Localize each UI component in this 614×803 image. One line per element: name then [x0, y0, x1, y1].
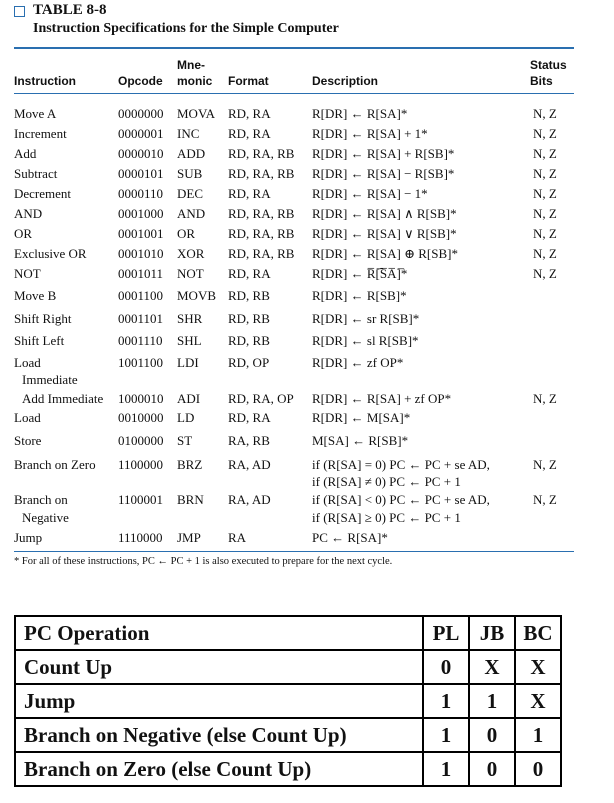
jb-cell: 0 [469, 718, 515, 752]
format-cell: RD, RA, RB [228, 206, 295, 221]
format-cell: RD, RA, RB [228, 226, 295, 241]
table-row [15, 684, 561, 718]
bc-cell: X [515, 684, 561, 718]
opcode-cell: 0001010 [118, 246, 164, 261]
table-caption: Instruction Specifications for the Simple Computer [33, 21, 339, 36]
status-cell: N, Z [533, 206, 557, 221]
description-cell: M[SA] ← R[SB]* [312, 433, 409, 448]
header-rule [14, 93, 574, 94]
mnemonic-cell: BRN [177, 492, 204, 507]
description-cell: R[DR] ← zf OP* [312, 355, 404, 370]
format-cell: RA, RB [228, 433, 270, 448]
format-cell: RD, RA, RB [228, 146, 295, 161]
instruction-cell-continued: Negative [22, 510, 69, 525]
description-cell: R[DR] ← R̅[̅S̅A̅]̅* [312, 266, 408, 281]
pc-header-jb: JB [469, 616, 515, 650]
col-format: Format [228, 74, 269, 88]
format-cell: RD, RB [228, 333, 270, 348]
pc-operation-cell: Count Up [15, 650, 423, 684]
format-cell: RD, RA, RB [228, 166, 295, 181]
status-cell: N, Z [533, 106, 557, 121]
mnemonic-cell: INC [177, 126, 200, 141]
pc-header-operation: PC Operation [15, 616, 423, 650]
mnemonic-cell: AND [177, 206, 206, 221]
opcode-cell: 0100000 [118, 433, 164, 448]
opcode-cell: 0001110 [118, 333, 163, 348]
description-cell: PC ← R[SA]* [312, 530, 388, 545]
pl-cell: 1 [423, 718, 469, 752]
mnemonic-cell: SUB [177, 166, 203, 181]
description-cell: R[DR] ← R[SA] ∧ R[SB]* [312, 206, 457, 221]
jb-cell: X [469, 650, 515, 684]
mnemonic-cell: SHL [177, 333, 202, 348]
format-cell: RD, RA [228, 186, 271, 201]
status-cell: N, Z [533, 246, 557, 261]
table-label: TABLE 8-8 [33, 2, 107, 18]
description-cell: R[DR] ← R[SB]* [312, 288, 407, 303]
opcode-cell: 1100000 [118, 457, 164, 472]
instruction-cell: Increment [14, 126, 67, 141]
mnemonic-cell: LD [177, 410, 195, 425]
mnemonic-cell: NOT [177, 266, 204, 281]
status-cell: N, Z [533, 266, 557, 281]
instruction-cell: Shift Right [14, 311, 72, 326]
pc-operation-cell: Jump [15, 684, 423, 718]
description-cell: R[DR] ← R[SA] ⊕ R[SB]* [312, 246, 458, 261]
pl-cell: 1 [423, 752, 469, 786]
table-row [15, 718, 561, 752]
mnemonic-cell: DEC [177, 186, 203, 201]
description-cell: if (R[SA] = 0) PC ← PC + se AD, [312, 457, 490, 472]
description-cell: R[DR] ← R[SA] ∨ R[SB]* [312, 226, 457, 241]
col-opcode: Opcode [118, 74, 163, 88]
instruction-cell: Move B [14, 288, 57, 303]
bc-cell: 0 [515, 752, 561, 786]
instruction-cell: Load [14, 355, 41, 370]
status-cell: N, Z [533, 492, 557, 507]
bc-cell: X [515, 650, 561, 684]
status-cell: N, Z [533, 226, 557, 241]
description-cell: R[DR] ← R[SA] + 1* [312, 126, 428, 141]
mnemonic-cell: ADD [177, 146, 206, 161]
instruction-cell: Store [14, 433, 42, 448]
opcode-cell: 0000010 [118, 146, 164, 161]
opcode-cell: 0000110 [118, 186, 164, 201]
format-cell: RD, RA [228, 410, 271, 425]
opcode-cell: 1110000 [118, 530, 163, 545]
table-marker-icon [14, 6, 25, 17]
pl-cell: 1 [423, 684, 469, 718]
instruction-cell: Branch on [14, 492, 68, 507]
description-cell: R[DR] ← sr R[SB]* [312, 311, 420, 326]
bc-cell: 1 [515, 718, 561, 752]
format-cell: RD, RA, RB [228, 246, 295, 261]
mnemonic-cell: MOVA [177, 106, 216, 121]
col-instruction: Instruction [14, 74, 76, 88]
mnemonic-cell: OR [177, 226, 196, 241]
pc-header-bc: BC [515, 616, 561, 650]
opcode-cell: 0001011 [118, 266, 164, 281]
pc-operation-cell: Branch on Zero (else Count Up) [15, 752, 423, 786]
description-cell: R[DR] ← M[SA]* [312, 410, 411, 425]
format-cell: RD, RA, OP [228, 391, 294, 406]
instruction-cell: Exclusive OR [14, 246, 87, 261]
description-cell: R[DR] ← R[SA] − R[SB]* [312, 166, 455, 181]
instruction-cell: Load [14, 410, 41, 425]
status-cell: N, Z [533, 186, 557, 201]
format-cell: RA, AD [228, 492, 271, 507]
format-cell: RD, OP [228, 355, 270, 370]
col-status-top: Status [530, 58, 567, 72]
jb-cell: 1 [469, 684, 515, 718]
status-cell: N, Z [533, 146, 557, 161]
pl-cell: 0 [423, 650, 469, 684]
mnemonic-cell: ADI [177, 391, 201, 406]
instruction-cell: Add [14, 146, 37, 161]
format-cell: RA [228, 530, 247, 545]
opcode-cell: 1000010 [118, 391, 164, 406]
table-row [15, 650, 561, 684]
opcode-cell: 0001000 [118, 206, 164, 221]
description-cell-continued: if (R[SA] ≥ 0) PC ← PC + 1 [312, 510, 461, 525]
format-cell: RD, RA [228, 266, 271, 281]
description-cell: R[DR] ← sl R[SB]* [312, 333, 419, 348]
opcode-cell: 0000101 [118, 166, 164, 181]
status-cell: N, Z [533, 391, 557, 406]
status-cell: N, Z [533, 126, 557, 141]
format-cell: RD, RA [228, 126, 271, 141]
opcode-cell: 0010000 [118, 410, 164, 425]
description-cell-continued: if (R[SA] ≠ 0) PC ← PC + 1 [312, 474, 461, 489]
col-description: Description [312, 74, 379, 88]
format-cell: RD, RB [228, 311, 270, 326]
instruction-cell: Shift Left [14, 333, 65, 348]
format-cell: RD, RB [228, 288, 270, 303]
pc-header-pl: PL [423, 616, 469, 650]
description-cell: R[DR] ← R[SA]* [312, 106, 408, 121]
format-cell: RA, AD [228, 457, 271, 472]
col-mnemonic-bottom: monic [177, 74, 213, 88]
instruction-cell-continued: Immediate [22, 372, 78, 387]
top-rule [14, 47, 574, 49]
bottom-rule [14, 551, 574, 552]
description-cell: R[DR] ← R[SA] + zf OP* [312, 391, 452, 406]
mnemonic-cell: LDI [177, 355, 199, 370]
opcode-cell: 0000001 [118, 126, 164, 141]
mnemonic-cell: JMP [177, 530, 201, 545]
mnemonic-cell: BRZ [177, 457, 203, 472]
instruction-cell: Branch on Zero [14, 457, 96, 472]
instruction-cell: Jump [14, 530, 43, 545]
instruction-cell: Move A [14, 106, 57, 121]
pc-operation-cell: Branch on Negative (else Count Up) [15, 718, 423, 752]
description-cell: if (R[SA] < 0) PC ← PC + se AD, [312, 492, 490, 507]
pc-operation-table [14, 615, 562, 787]
mnemonic-cell: ST [177, 433, 193, 448]
opcode-cell: 0001001 [118, 226, 164, 241]
instruction-cell: AND [14, 206, 43, 221]
mnemonic-cell: XOR [177, 246, 205, 261]
opcode-cell: 0001101 [118, 311, 164, 326]
status-cell: N, Z [533, 457, 557, 472]
description-cell: R[DR] ← R[SA] + R[SB]* [312, 146, 455, 161]
footnote: * For all of these instructions, PC ← PC + 1 is also executed to prepare for the next cycle. [14, 556, 393, 567]
opcode-cell: 0001100 [118, 288, 164, 303]
format-cell: RD, RA [228, 106, 271, 121]
col-status-bottom: Bits [530, 74, 553, 88]
instruction-cell: Add Immediate [22, 391, 104, 406]
opcode-cell: 1001100 [118, 355, 164, 370]
table-row [15, 616, 561, 650]
opcode-cell: 0000000 [118, 106, 164, 121]
col-mnemonic-top: Mne- [177, 58, 205, 72]
instruction-cell: NOT [14, 266, 41, 281]
mnemonic-cell: SHR [177, 311, 203, 326]
table-row [15, 752, 561, 786]
instruction-cell: Decrement [14, 186, 72, 201]
mnemonic-cell: MOVB [177, 288, 217, 303]
status-cell: N, Z [533, 166, 557, 181]
opcode-cell: 1100001 [118, 492, 164, 507]
jb-cell: 0 [469, 752, 515, 786]
instruction-cell: OR [14, 226, 33, 241]
instruction-cell: Subtract [14, 166, 58, 181]
description-cell: R[DR] ← R[SA] − 1* [312, 186, 428, 201]
